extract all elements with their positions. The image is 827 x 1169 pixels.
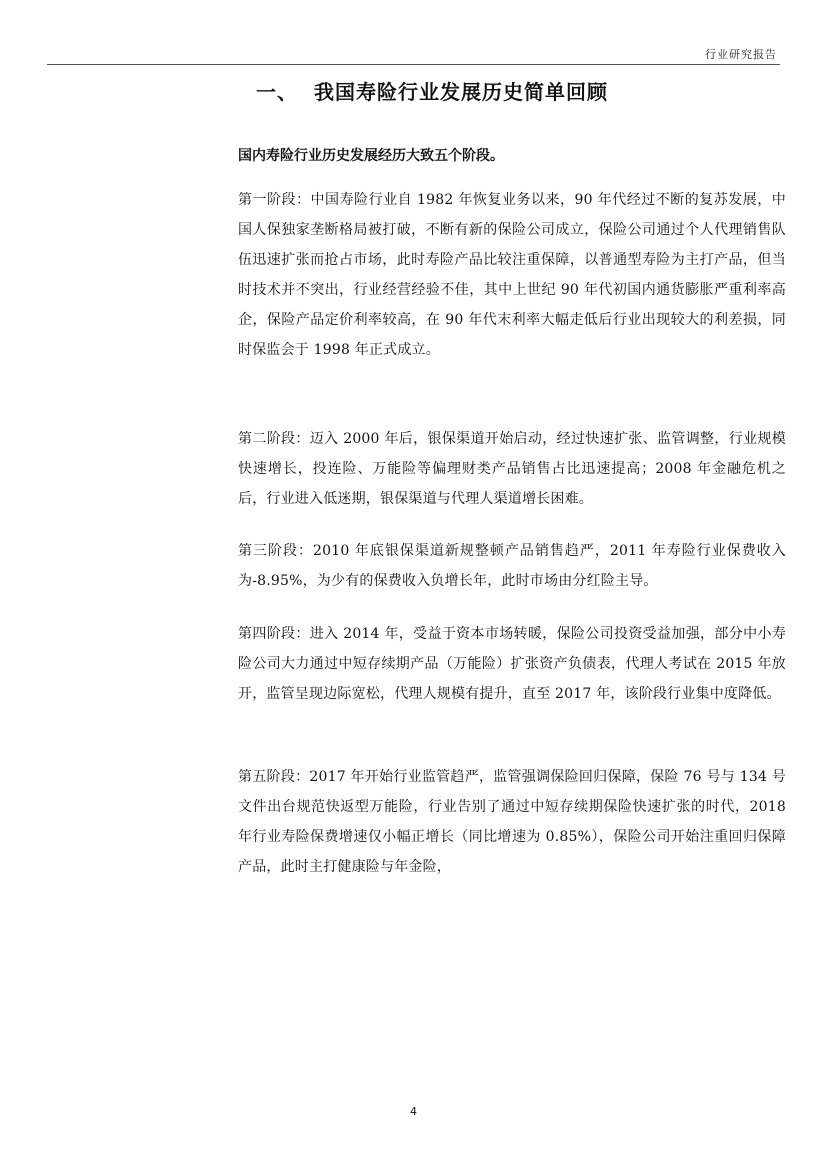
- report-type-label: 行业研究报告: [705, 48, 777, 61]
- paragraph-stage-1: 第一阶段：中国寿险行业自 1982 年恢复业务以来，90 年代经过不断的复苏发展，中国人保独家垄断格局被打破，不断有新的保险公司成立，保险公司通过个人代理销售队伍迅速扩张而抢占市场，此时寿险产品比较注重保障，以普通型寿险为主打产品，但当时技术并不突出，行业经营经验不佳，其中上世纪 90 年代初国内通货膨胀严重利率高企，保险产品定价利率较高，在 90 年代末利率大幅走低后行业出现较大的利差损，同时保监会于 1998 年正式成立。: [238, 192, 786, 358]
- paragraph-stage-4: 第四阶段：进入 2014 年，受益于资本市场转暖，保险公司投资受益加强，部分中小寿险公司大力通过中短存续期产品（万能险）扩张资产负债表，代理人考试在 2015 年放开，监管呈现边际宽松，代理人规模有提升，直至 2017 年，该阶段行业集中度降低。: [238, 626, 786, 702]
- section-title: [256, 76, 608, 105]
- paragraph-stage-5: 第五阶段：2017 年开始行业监管趋严，监管强调保险回归保障，保险 76 号与 134 号文件出台规范快返型万能险，行业告别了通过中短存续期保险快速扩张的时代，2018 年行业寿险保费增速仅小幅正增长（同比增速为 0.85%），保险公司开始注重回归保障产品，此时主打健康险与年金险，: [238, 769, 786, 875]
- section-number: 一、: [256, 80, 298, 104]
- lead-sentence: 国内寿险行业历史发展经历大致五个阶段。: [238, 148, 504, 164]
- paragraph-stage-3: 第三阶段：2010 年底银保渠道新规整顿产品销售趋严，2011 年寿险行业保费收入为-8.95%，为少有的保费收入负增长年，此时市场由分红险主导。: [238, 543, 786, 589]
- header-divider: [47, 64, 780, 65]
- section-title-text: 我国寿险行业发展历史简单回顾: [314, 80, 608, 104]
- page-number: 4: [410, 1105, 417, 1118]
- paragraph-stage-2: 第二阶段：迈入 2000 年后，银保渠道开始启动，经过快速扩张、监管调整，行业规模快速增长，投连险、万能险等偏理财类产品销售占比迅速提高；2008 年金融危机之后，行业进入低迷期，银保渠道与代理人渠道增长困难。: [238, 431, 786, 507]
